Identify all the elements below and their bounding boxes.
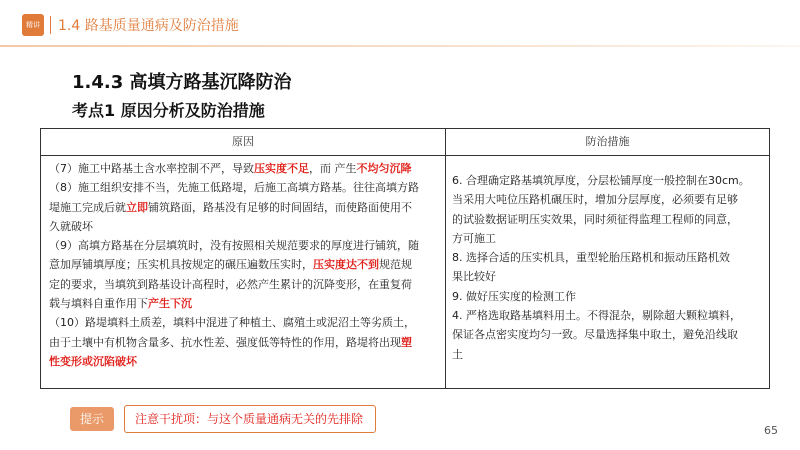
header-badge: 精讲 bbox=[22, 14, 44, 36]
measure-line: 的试验数据证明压实效果，同时须征得监理工程师的同意， bbox=[452, 212, 738, 226]
cause-text: 堤施工完成后就 bbox=[49, 200, 126, 214]
cause-text: 定的要求，当填筑到路基设计高程时，必然产生累计的沉降变形，在重复荷 bbox=[49, 277, 412, 291]
cause-line bbox=[49, 255, 440, 274]
cause-text: 规范规 bbox=[379, 258, 412, 272]
cause-highlight: 立即 bbox=[126, 200, 148, 214]
section-title: 1.4.3 高填方路基沉降防治 bbox=[72, 72, 292, 93]
cause-line bbox=[49, 294, 440, 313]
tip-text: 注意干扰项：与这个质量通病无关的先排除 bbox=[124, 405, 376, 433]
cause-text: 意加厚铺填厚度；压实机具按规定的碾压遍数压实时， bbox=[49, 258, 313, 272]
cause-line bbox=[49, 313, 440, 332]
cause-highlight: 产生下沉 bbox=[148, 297, 192, 311]
cause-text: 载与填料自重作用下 bbox=[49, 297, 148, 311]
cause-text: （10）路堤填料土质差，填料中混进了种植土、腐殖土或泥沼土等劣质土， bbox=[49, 316, 415, 330]
cause-highlight: 塑 bbox=[401, 335, 412, 349]
header-divider bbox=[0, 45, 800, 47]
cause-line bbox=[49, 275, 440, 294]
header-title: 1.4 路基质量通病及防治措施 bbox=[58, 18, 239, 34]
cause-text: 由于土壤中有机物含量多、抗水性差、强度低等特性的作用，路堤将出现 bbox=[49, 335, 401, 349]
cause-text: （9）高填方路基在分层填筑时，没有按照相关规范要求的厚度进行铺筑，随 bbox=[49, 239, 419, 253]
cause-line bbox=[49, 352, 440, 371]
measure-line: 土 bbox=[452, 347, 463, 361]
cause-highlight: 压实度达不到 bbox=[313, 258, 379, 272]
cause-line bbox=[49, 178, 440, 197]
measure-cell bbox=[446, 155, 769, 388]
cause-measure-table bbox=[40, 128, 770, 389]
cause-highlight: 不均匀沉降 bbox=[356, 162, 412, 175]
cause-cell bbox=[41, 155, 446, 388]
header-cause: 原因 bbox=[41, 129, 446, 155]
measure-line: 4. 严格选取路基填料用土。不得混杂，剔除超大颗粒填料， bbox=[452, 309, 741, 323]
cause-line bbox=[49, 333, 440, 352]
measure-line: 保证各点密实度均匀一致。尽量选择集中取土，避免沿线取 bbox=[452, 328, 738, 342]
header-measures: 防治措施 bbox=[585, 135, 630, 148]
header-separator bbox=[50, 16, 51, 34]
cause-text: （7）施工中路基土含水率控制不严，导致 bbox=[49, 162, 254, 175]
measure-line: 6. 合理确定路基填筑厚度，分层松铺厚度一般控制在30cm。 bbox=[452, 174, 750, 187]
cause-line bbox=[49, 236, 440, 255]
cause-text: （8）施工组织安排不当，先施工低路堤，后施工高填方路基。往往高填方路 bbox=[49, 181, 419, 195]
page-number: 65 bbox=[764, 424, 778, 437]
measure-line: 方可施工 bbox=[452, 231, 496, 245]
measure-line: 果比较好 bbox=[452, 270, 496, 284]
cause-highlight: 性变形或沉陷破坏 bbox=[49, 354, 137, 368]
measure-line: 当采用大吨位压路机碾压时，增加分层厚度，必须要有足够 bbox=[452, 193, 738, 207]
cause-line bbox=[49, 217, 440, 236]
measure-line: 9. 做好压实度的检测工作 bbox=[452, 289, 576, 303]
page-header bbox=[0, 0, 800, 44]
cause-text: 久就破坏 bbox=[49, 219, 93, 233]
cause-text: 铺筑路面，路基没有足够的时间固结，而使路面使用不 bbox=[148, 200, 412, 214]
measure-line: 8. 选择合适的压实机具，重型轮胎压路机和振动压路机效 bbox=[452, 251, 730, 265]
cause-line bbox=[49, 159, 440, 178]
tip-button[interactable]: 提示 bbox=[70, 407, 114, 431]
table-header-row bbox=[41, 129, 769, 156]
cause-text: ，而 产生 bbox=[309, 162, 357, 175]
section-subtitle: 考点1 原因分析及防治措施 bbox=[72, 101, 265, 120]
cause-highlight: 压实度不足 bbox=[254, 162, 309, 175]
cause-line bbox=[49, 198, 440, 217]
